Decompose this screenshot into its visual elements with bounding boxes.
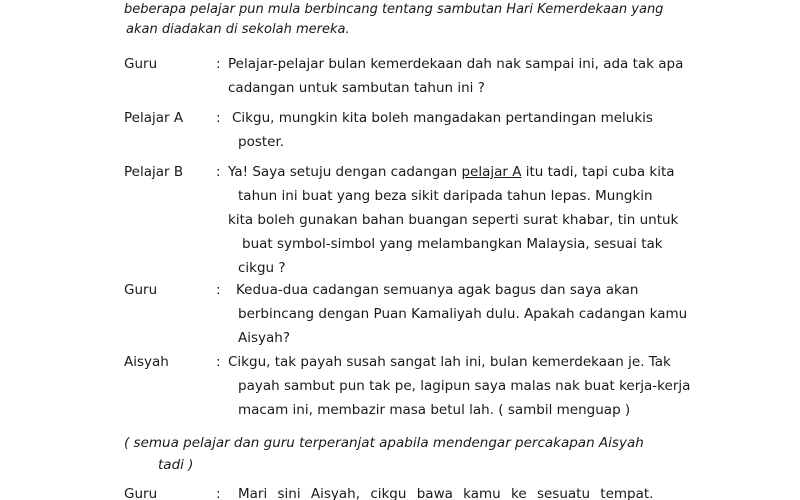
speaker-colon: : [216, 354, 221, 370]
speech-line: Cikgu, mungkin kita boleh mangadakan pertandingan melukis [232, 110, 653, 126]
speaker-name: Aisyah [124, 354, 169, 370]
speech-line: Cikgu, tak payah susah sangat lah ini, bulan kemerdekaan je. Tak [228, 354, 671, 370]
speaker-name: Pelajar B [124, 164, 184, 180]
stage-direction-line-2: tadi ) [158, 457, 194, 473]
speech-text [228, 106, 690, 154]
speaker-name: Pelajar A [124, 110, 184, 126]
speaker-colon: : [216, 486, 221, 500]
speech-line: berbincang dengan Puan Kamaliyah dulu. Apakah cadangan kamu [238, 306, 688, 322]
speech-text [228, 160, 690, 280]
underlined-reference: pelajar A [461, 164, 522, 180]
speech-segment: itu tadi, tapi cuba kita [521, 164, 675, 180]
speaker-name: Guru [124, 486, 158, 500]
intro-paragraph [124, 0, 684, 40]
speech-line: macam ini, membazir masa betul lah. ( sambil menguap ) [238, 402, 631, 418]
intro-line-2: akan diadakan di sekolah mereka. [126, 22, 350, 37]
speech-segment: Ya! Saya setuju dengan cadangan [228, 164, 462, 180]
stage-direction [124, 432, 684, 476]
speech-line: Pelajar-pelajar bulan kemerdekaan dah nak sampai ini, ada tak apa [228, 56, 684, 72]
speech-line: poster. [238, 134, 285, 150]
speech-line: buat symbol-simbol yang melambangkan Malaysia, sesuai tak [242, 236, 663, 252]
speech-text [228, 278, 690, 350]
speech-line: cadangan untuk sambutan tahun ini ? [228, 80, 485, 96]
speech-text [228, 350, 690, 422]
speech-line: tahun ini buat yang beza sikit daripada tahun lepas. Mungkin [238, 188, 653, 204]
speech-line: payah sambut pun tak pe, lagipun saya malas nak buat kerja-kerja [238, 378, 691, 394]
speaker-name: Guru [124, 56, 158, 72]
speaker-colon: : [216, 164, 221, 180]
speech-text [228, 52, 690, 100]
speech-line: Mari sini Aisyah, cikgu bawa kamu ke sesuatu tempat. [238, 486, 654, 500]
speech-line: Aisyah? [238, 330, 291, 346]
speech-line: kita boleh gunakan bahan buangan seperti surat khabar, tin untuk [228, 212, 679, 228]
speech-line: cikgu ? [238, 260, 286, 276]
speaker-name: Guru [124, 282, 158, 298]
speech-text [228, 482, 690, 500]
speaker-colon: : [216, 282, 221, 298]
speech-line: Kedua-dua cadangan semuanya agak bagus dan saya akan [236, 282, 639, 298]
speaker-colon: : [216, 56, 221, 72]
speaker-colon: : [216, 110, 221, 126]
stage-direction-line-1: ( semua pelajar dan guru terperanjat apabila mendengar percakapan Aisyah [124, 435, 644, 451]
intro-line-1: beberapa pelajar pun mula berbincang tentang sambutan Hari Kemerdekaan yang [124, 2, 664, 17]
speech-line [228, 160, 690, 184]
